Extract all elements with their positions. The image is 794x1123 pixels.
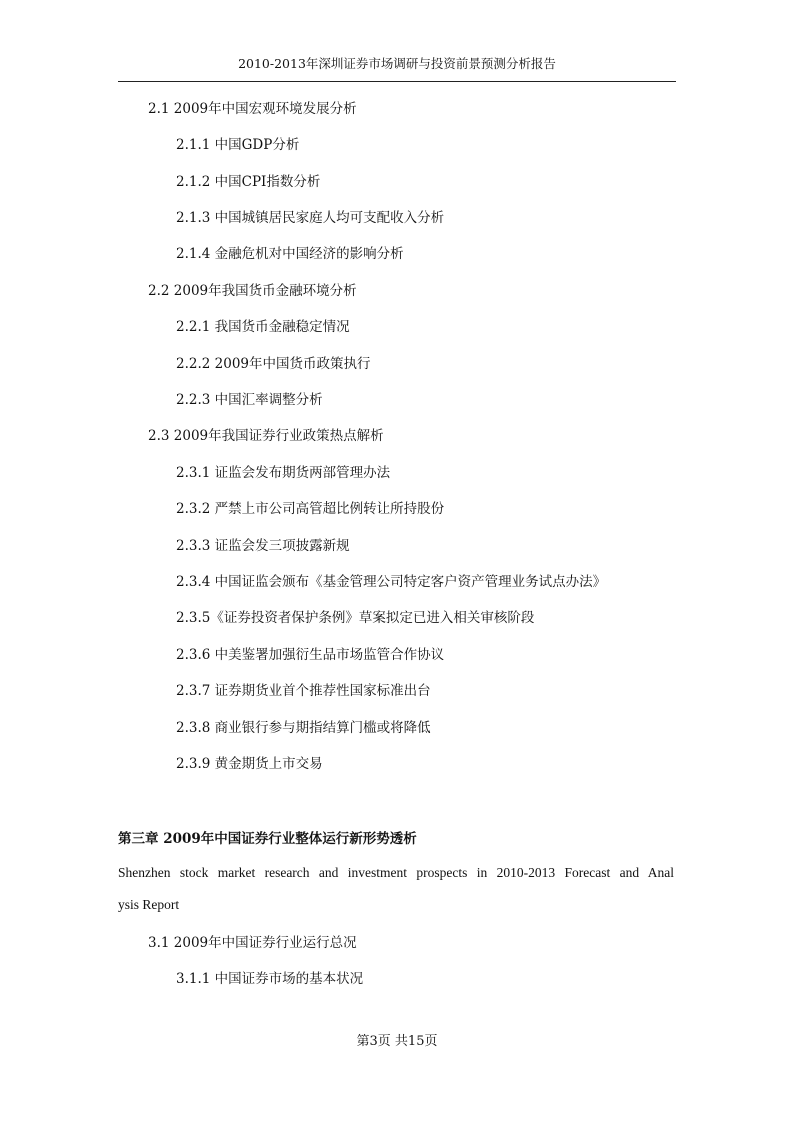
toc-item-2-3-6: 2.3.6 中美鉴署加强衍生品市场监管合作协议 xyxy=(176,647,445,663)
english-subtitle-line-2: ysis Report xyxy=(118,897,180,912)
toc-item-2-3-4: 2.3.4 中国证监会颁布《基金管理公司特定客户资产管理业务试点办法》 xyxy=(176,574,607,590)
header-divider xyxy=(118,81,676,82)
page-footer-number: 第3页 共15页 xyxy=(356,1034,438,1049)
toc-item-2-3-3: 2.3.3 证监会发三项披露新规 xyxy=(176,538,350,554)
toc-section-2-2: 2.2 2009年我国货币金融环境分析 xyxy=(148,283,357,299)
toc-item-2-3-2: 2.3.2 严禁上市公司高管超比例转让所持股份 xyxy=(176,501,445,517)
toc-item-3-1-1: 3.1.1 中国证券市场的基本状况 xyxy=(176,971,364,987)
toc-item-2-3-5: 2.3.5《证券投资者保护条例》草案拟定已进入相关审核阶段 xyxy=(176,610,535,626)
toc-item-2-1-4: 2.1.4 金融危机对中国经济的影响分析 xyxy=(176,246,404,262)
chapter-3-title: 第三章 2009年中国证券行业整体运行新形势透析 xyxy=(118,831,417,847)
toc-item-2-2-3: 2.2.3 中国汇率调整分析 xyxy=(176,392,323,408)
toc-item-2-1-1: 2.1.1 中国GDP分析 xyxy=(176,137,300,153)
toc-item-2-3-8: 2.3.8 商业银行参与期指结算门槛或将降低 xyxy=(176,720,431,736)
toc-item-2-3-7: 2.3.7 证券期货业首个推荐性国家标准出台 xyxy=(176,683,431,699)
toc-item-2-1-2: 2.1.2 中国CPI指数分析 xyxy=(176,174,321,190)
page-header-title: 2010-2013年深圳证券市场调研与投资前景预测分析报告 xyxy=(238,56,556,71)
toc-item-2-1-3: 2.1.3 中国城镇居民家庭人均可支配收入分析 xyxy=(176,210,445,226)
toc-item-2-3-9: 2.3.9 黄金期货上市交易 xyxy=(176,756,323,772)
toc-section-2-3: 2.3 2009年我国证券行业政策热点解析 xyxy=(148,428,384,444)
english-subtitle-line-1: Shenzhen stock market research and investment prospects in 2010-2013 Forecast and Anal xyxy=(118,865,674,880)
toc-item-2-2-1: 2.2.1 我国货币金融稳定情况 xyxy=(176,319,350,335)
toc-section-3-1: 3.1 2009年中国证券行业运行总况 xyxy=(148,935,357,951)
toc-section-2-1: 2.1 2009年中国宏观环境发展分析 xyxy=(148,101,357,117)
toc-item-2-2-2: 2.2.2 2009年中国货币政策执行 xyxy=(176,356,371,372)
toc-item-2-3-1: 2.3.1 证监会发布期货两部管理办法 xyxy=(176,465,391,481)
